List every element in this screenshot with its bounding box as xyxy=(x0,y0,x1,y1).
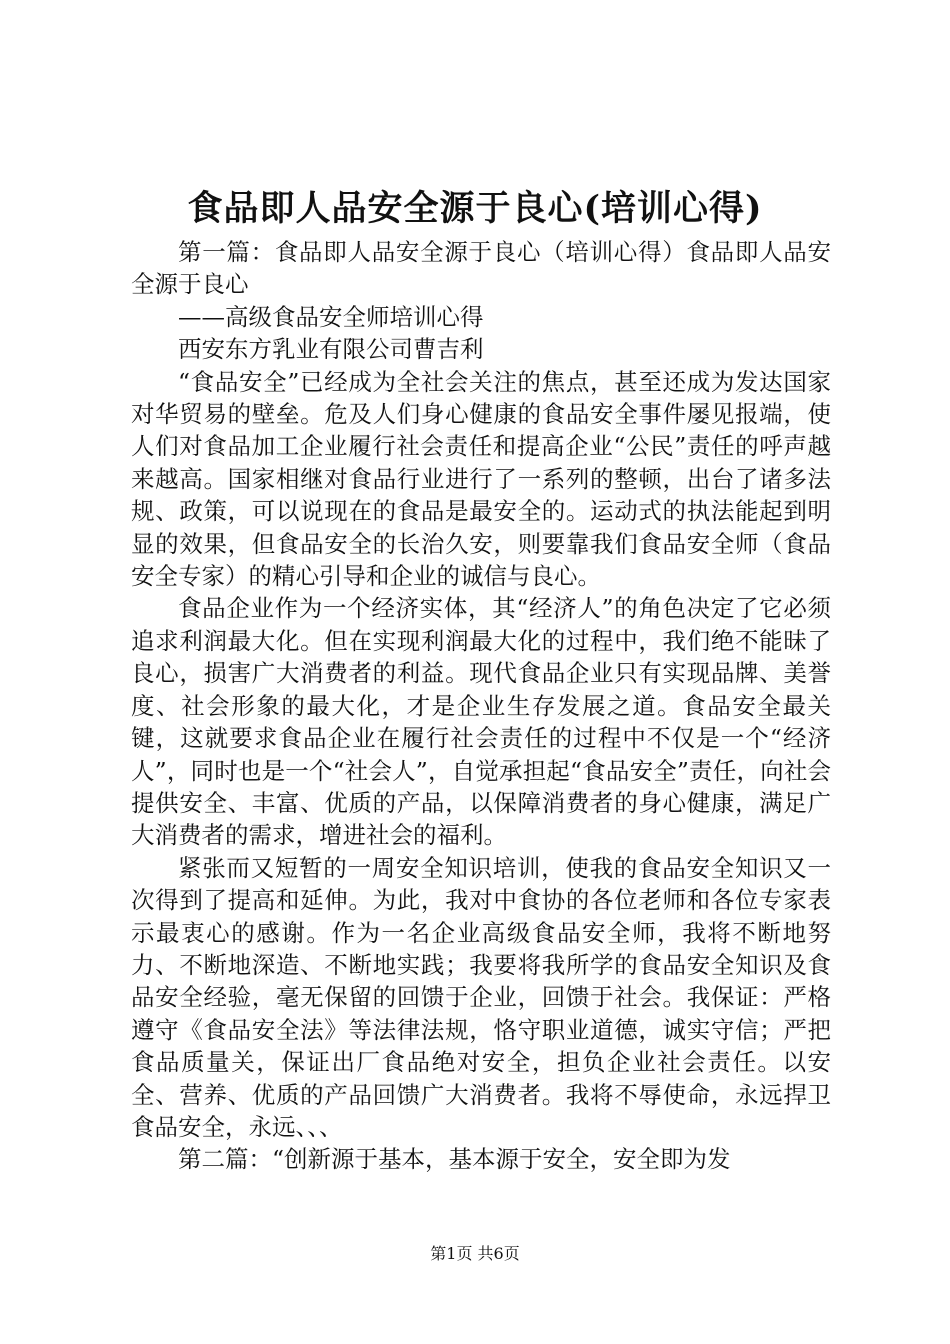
document-body xyxy=(131,236,831,1176)
page-footer: 第1页 共6页 xyxy=(430,1244,520,1263)
paragraph-body-3: 紧张而又短暂的一周安全知识培训，使我的食品安全知识又一次得到了提高和延伸。为此，我对中食协的各位老师和各位专家表示最衷心的感谢。作为一名企业高级食品安全师，我将不断地努力、不断地深造、不断地实践；我要将我所学的食品安全知识及食品安全经验，毫无保留的回馈于企业，回馈于社会。我保证：严格遵守《食品安全法》等法律法规，恪守职业道德，诚实守信；严把食品质量关，保证出厂食品绝对安全，担负企业社会责任。以安全、营养、优质的产品回馈广大消费者。我将不辱使命，永远捍卫食品安全，永远、、、 xyxy=(131,853,831,1141)
paragraph-body-2: 食品企业作为一个经济实体，其“经济人”的角色决定了它必须追求利润最大化。但在实现利润最大化的过程中，我们绝不能昧了良心，损害广大消费者的利益。现代食品企业只有实现品牌、美誉度、社会形象的最大化，才是企业生存发展之道。食品安全最关键，这就要求食品企业在履行社会责任的过程中不仅是一个“经济人”，同时也是一个“社会人”，自觉承担起“食品安全”责任，向社会提供安全、丰富、优质的产品，以保障消费者的身心健康，满足广大消费者的需求，增进社会的福利。 xyxy=(131,594,831,850)
paragraph-part-two-heading: 第二篇：“创新源于基本，基本源于安全，安全即为发 xyxy=(178,1145,731,1174)
paragraph-part-one-heading: 第一篇：食品即人品安全源于良心（培训心得）食品即人品安全源于良心 xyxy=(131,238,831,299)
document-title: 食品即人品安全源于良心(培训心得) xyxy=(187,188,763,229)
paragraph-body-1: “食品安全”已经成为全社会关注的焦点，甚至还成为发达国家对华贸易的壁垒。危及人们身心健康的食品安全事件屡见报端，使人们对食品加工企业履行社会责任和提高企业“公民”责任的呼声越来越高。国家相继对食品行业进行了一系列的整顿，出台了诸多法规、政策，可以说现在的食品是最安全的。运动式的执法能起到明显的效果，但食品安全的长治久安，则要靠我们食品安全师（食品安全专家）的精心引导和企业的诚信与良心。 xyxy=(131,367,831,591)
paragraph-subtitle: ——高级食品安全师培训心得 xyxy=(178,302,484,331)
paragraph-author: 西安东方乳业有限公司曹吉利 xyxy=(178,335,484,364)
